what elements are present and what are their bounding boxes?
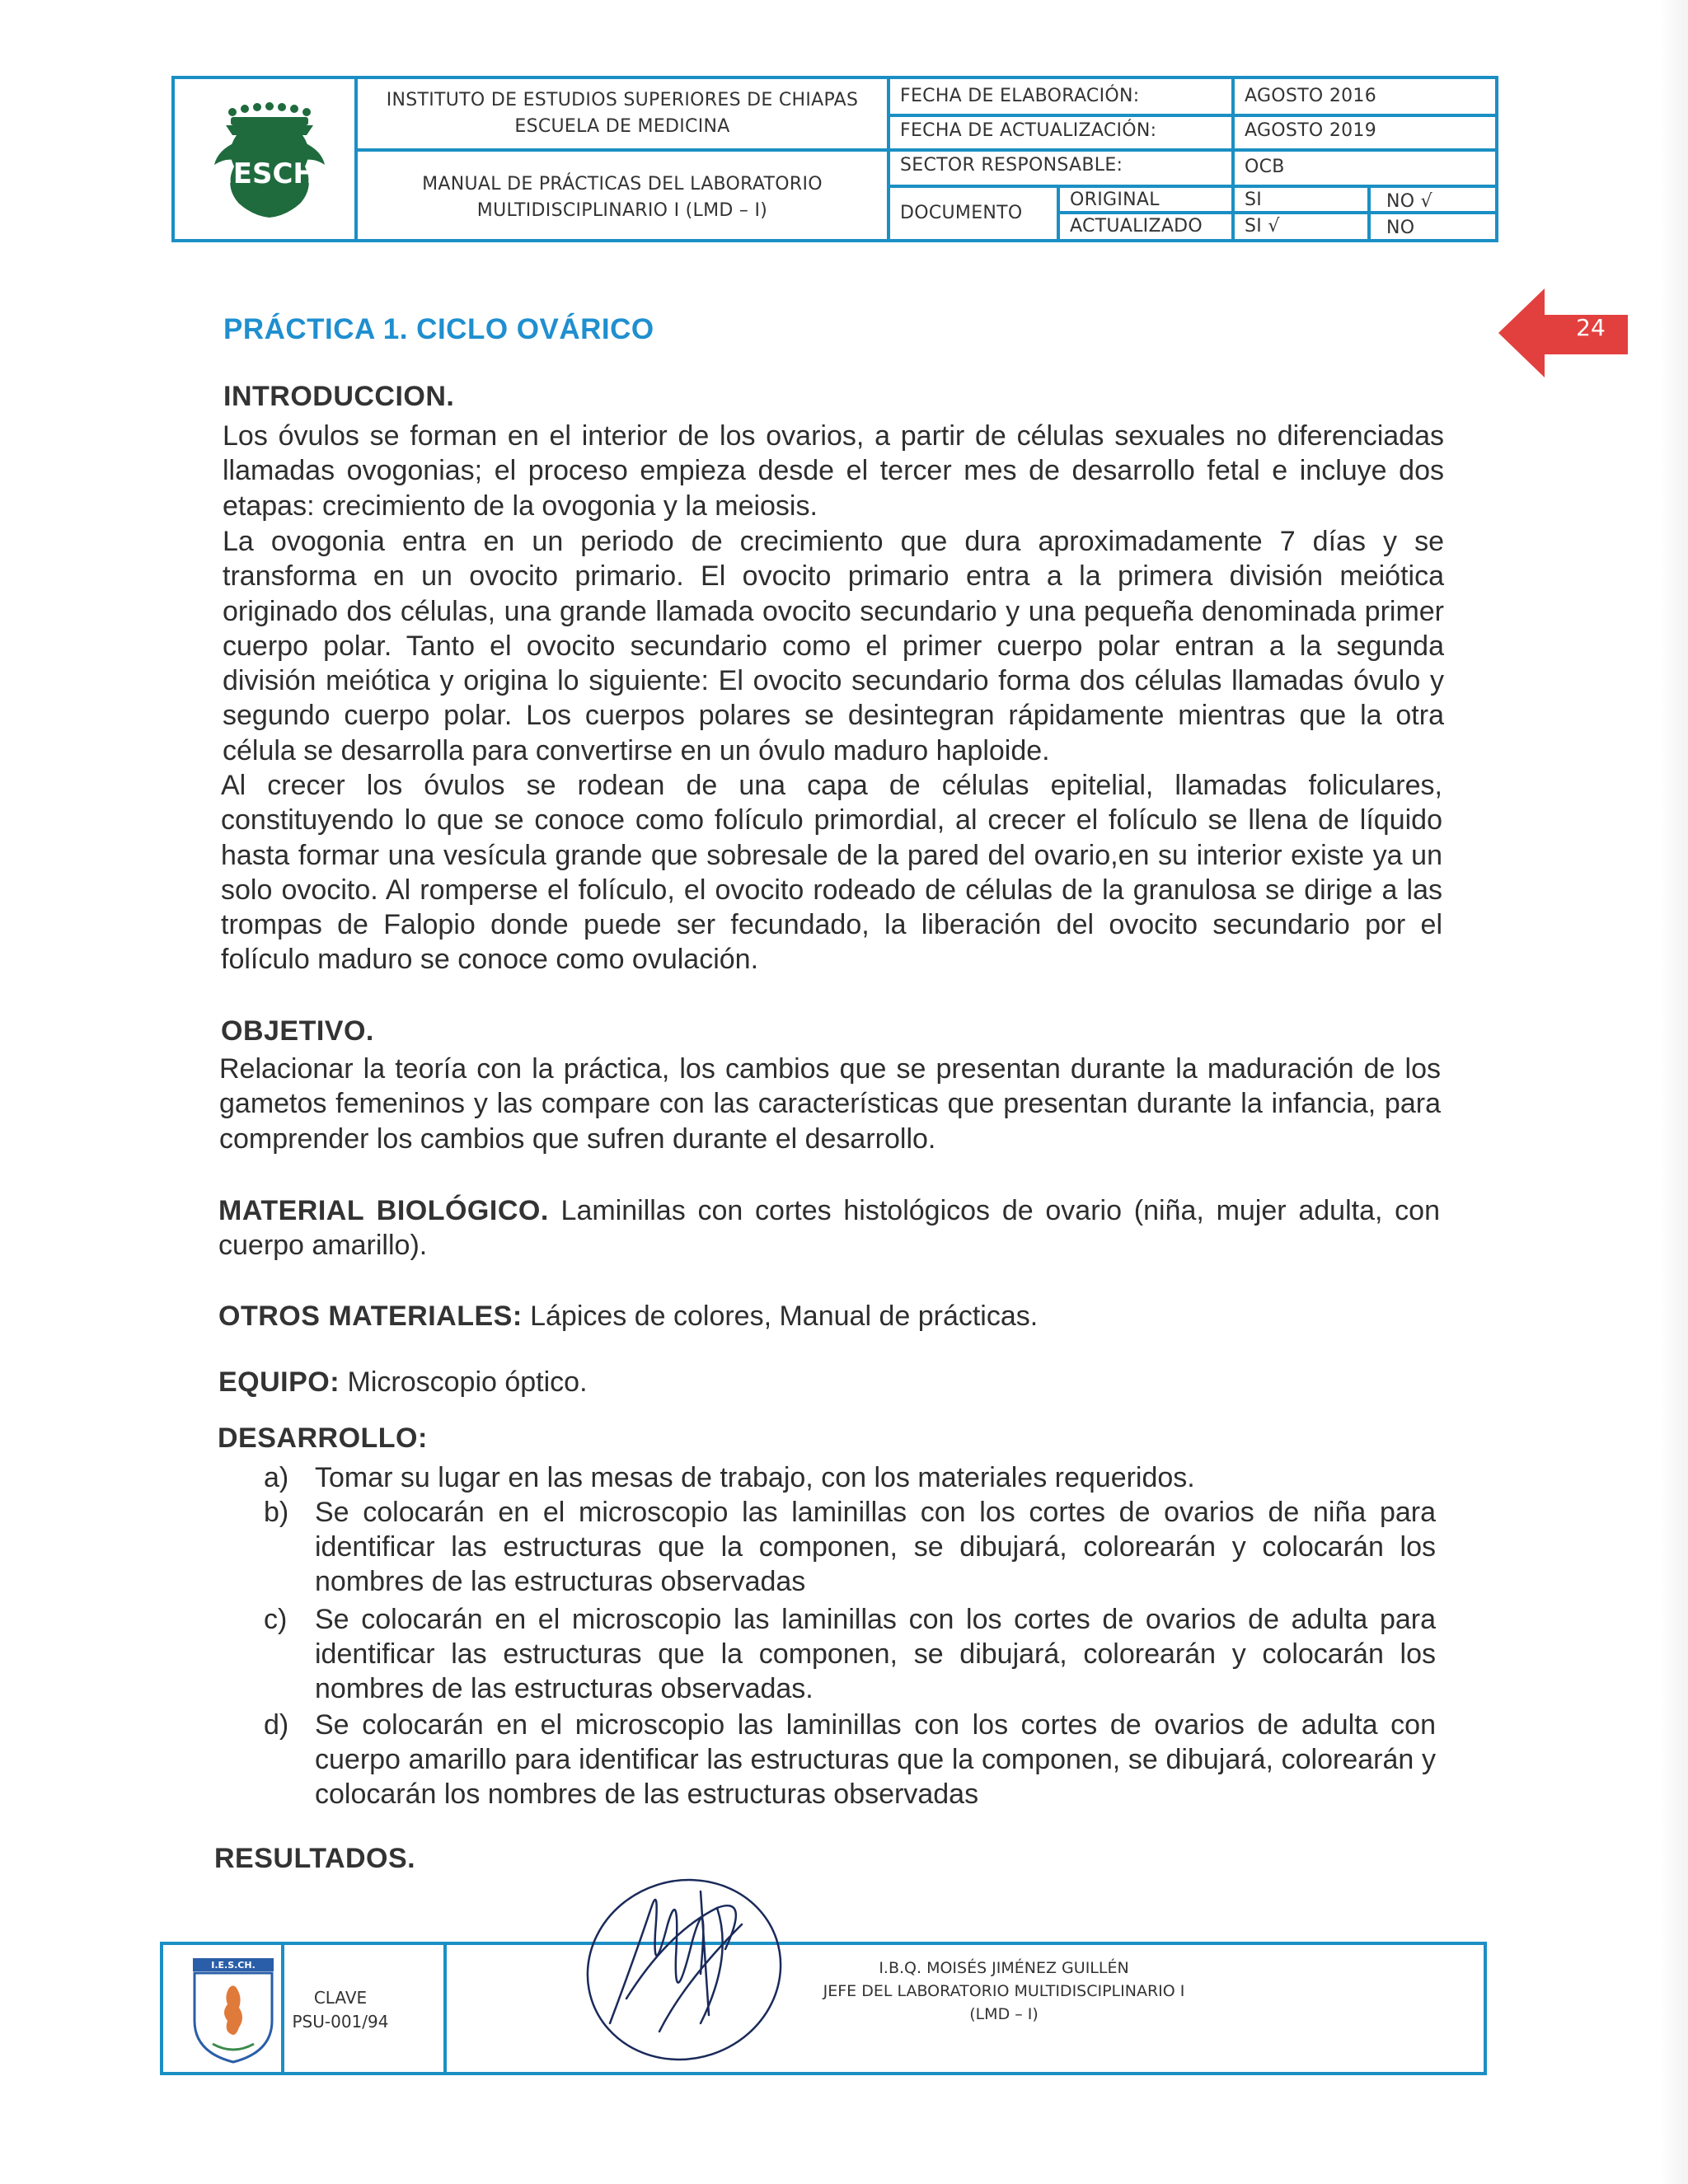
manual-line2: MULTIDISCIPLINARIO I (LMD – I) [476,200,768,221]
divider [354,148,889,152]
divider [887,114,1495,117]
documento-label: DOCUMENTO [900,203,1023,223]
page-number: 24 [1576,314,1606,341]
actualizado-label: ACTUALIZADO [1070,216,1203,237]
signer-role-line1: JEFE DEL LABORATORIO MULTIDISCIPLINARIO I [823,1982,1185,2000]
iesch-seal-icon [188,1955,279,2065]
otros-materiales [218,1299,1440,1333]
original-no: NO √ [1386,191,1432,212]
intro-paragraph-1: Los óvulos se forman en el interior de los ovarios, a partir de células sexuales no diferenciadas llamadas ovogonias; el proceso empieza desde el tercer mes de desarrollo fetal e incluye dos etapas: crecimiento de la ovogonia y la meiosis. [223,420,1444,522]
footer-table [160,1942,1487,2075]
list-item-text: Se colocarán en el microscopio las laminillas con los cortes de ovarios de adulta para identificar las estructuras que la componen, se dibujará, colorearán y colocarán los nombres de las estructuras observadas. [315,1604,1436,1704]
list-item-text: Tomar su lugar en las mesas de trabajo, con los materiales requeridos. [315,1462,1195,1493]
objetivo-text: Relacionar la teoría con la práctica, los cambios que se presentan durante la maduración de los gametos femeninos y las compare con las características que presentan durante la infancia, para comprender los cambios que sufren durante el desarrollo. [219,1053,1441,1155]
equipo-text: Microscopio óptico. [340,1366,588,1398]
sector-label: SECTOR RESPONSABLE: [900,155,1123,176]
manual-name [358,171,887,224]
iesch-logo-icon [208,101,331,224]
fecha-actualizacion-label: FECHA DE ACTUALIZACIÓN: [900,120,1157,141]
list-item-label: b) [264,1497,289,1528]
list-item-label: c) [264,1604,288,1635]
intro-paragraph-3: Al crecer los óvulos se rodean de una capa de células epitelial, llamadas foliculares, constituyendo lo que se conoce como folículo primordial, al crecer el folículo se llena de líquido hasta formar una vesícula grande que sobresale de la pared del ovario,en su interior existe ya un solo ovocito. Al romperse el folículo, el ovocito rodeado de células de la granulosa se dirige a las trompas de Falopio donde puede ser fecundado, la liberación del ovocito secundario por el folículo maduro se conoce como ovulación. [221,770,1442,976]
institution-line2: ESCUELA DE MEDICINA [514,116,730,137]
actualizado-no: NO [1386,218,1415,238]
material-text: Laminillas con cortes histológicos de ovario (niña, mujer adulta, con cuerpo amarillo). [218,1195,1441,1261]
svg-text:IESCH: IESCH [223,157,316,190]
clave-label: CLAVE [313,1988,368,2008]
svg-text:I.E.S.CH.: I.E.S.CH. [211,1960,256,1971]
signer-name: I.B.Q. MOISÉS JIMÉNEZ GUILLÉN [879,1959,1129,1977]
otros-text: Lápices de colores, Manual de prácticas. [522,1301,1039,1332]
resultados-heading: RESULTADOS. [214,1843,416,1874]
list-item-label: d) [264,1709,289,1741]
intro-paragraph-2: La ovogonia entra en un periodo de crecimiento que dura aproximadamente 7 días y se transforma en un ovocito primario. El ovocito primario entra a la primera división meiótica originado dos células, una grande llamada ovocito secundario y una pequeña denominada primer cuerpo polar. Tanto el ovocito secundario como el primer cuerpo polar entran a la segunda división meiótica y origina lo siguiente: El ovocito secundario forma dos células llamadas óvulo y segundo cuerpo polar. Los cuerpos polares se desintegran rápidamente mientras que la otra célula se desarrolla para convertirse en un óvulo maduro haploide. [223,526,1444,766]
list-item-text: Se colocarán en el microscopio las laminillas con los cortes de ovarios de niña para identificar las estructuras que la componen, se dibujará, colorearán y colocarán los nombres de las estructuras observadas [315,1497,1436,1597]
institution-name [358,87,887,140]
signer-role-line2: (LMD – I) [969,2005,1039,2023]
otros-label: OTROS MATERIALES: [218,1301,523,1332]
intro-heading: INTRODUCCION. [223,381,455,412]
divider [443,1945,447,2072]
manual-line1: MANUAL DE PRÁCTICAS DEL LABORATORIO [422,174,823,194]
fecha-elaboracion-label: FECHA DE ELABORACIÓN: [900,86,1140,106]
divider [887,185,1495,188]
header-table [171,76,1498,242]
signer-block [757,1957,1251,2026]
list-item-text: Se colocarán en el microscopio las laminillas con los cortes de ovarios de adulta con cuerpo amarillo para identificar las estructuras que la componen, se dibujará, colorearán y colocarán los nombres de las estructuras observadas [315,1709,1436,1810]
signature-icon [577,1858,799,2073]
fecha-elaboracion-value: AGOSTO 2016 [1245,86,1377,106]
desarrollo-heading: DESARROLLO: [218,1422,428,1454]
institution-line1: INSTITUTO DE ESTUDIOS SUPERIORES DE CHIAPAS [386,90,859,110]
original-label: ORIGINAL [1070,190,1160,210]
divider [887,148,1495,152]
list-item-label: a) [264,1462,289,1493]
material-label: MATERIAL BIOLÓGICO. [218,1195,549,1226]
objetivo-heading: OBJETIVO. [221,1015,374,1047]
original-si: SI [1245,190,1263,210]
divider [887,79,890,239]
divider [1231,79,1235,239]
actualizado-si: SI √ [1245,216,1280,237]
fecha-actualizacion-value: AGOSTO 2019 [1245,120,1377,141]
material-biologico [218,1193,1440,1263]
equipo [218,1365,1440,1399]
clave [283,1986,398,2034]
practice-title: PRÁCTICA 1. CICLO OVÁRICO [223,313,654,345]
scan-edge [1660,0,1688,2184]
clave-value: PSU-001/94 [292,2012,389,2032]
equipo-label: EQUIPO: [218,1366,340,1398]
sector-value: OCB [1245,157,1285,177]
